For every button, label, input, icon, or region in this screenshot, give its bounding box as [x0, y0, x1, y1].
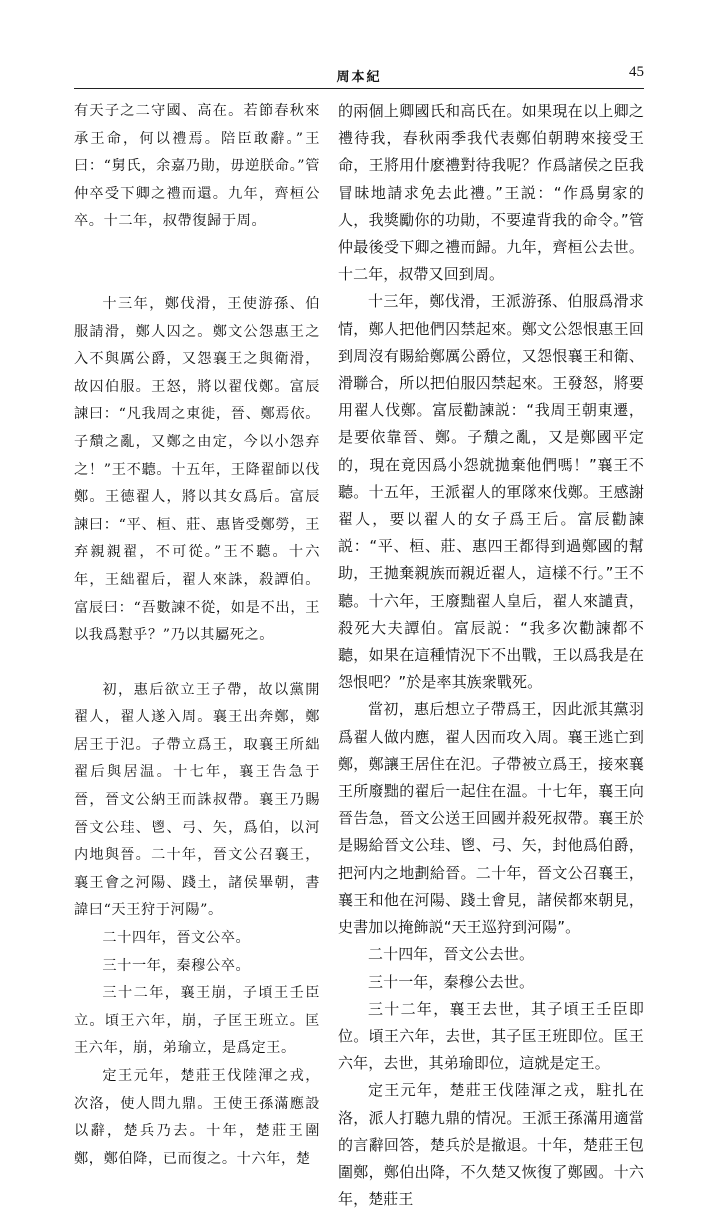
translation-paragraph: 當初，惠后想立子帶爲王，因此派其黨羽爲翟人做内應，翟人因而攻入周。襄王逃亡到鄭，鄭讓王居住在氾。子帶被立爲王，接來襄王所廢黜的翟后一起住在温。十七年，襄王向晉告急，晉文公送王回國并殺死叔帶。襄王於是賜給晉文公珪、鬯、弓、矢，封他爲伯爵，把河内之地劃給晉。二十年，晉文公召襄王，襄王和他在河陽、踐土會見，諸侯都來朝見，史書加以掩飾説“天王巡狩到河陽”。: [338, 700, 644, 937]
header-rule: [74, 88, 644, 89]
classical-paragraph: 初，惠后欲立王子帶，故以黨開翟人，翟人遂入周。襄王出奔鄭，鄭居王于氾。子帶立爲王，取襄王所絀翟后與居温。十七年，襄王告急于晉，晉文公納王而誅叔帶。襄王乃賜晉文公珪、鬯、弓、矢，爲伯，以河内地與晉。二十年，晉文公召襄王，襄王會之河陽、踐土，諸侯畢朝，書諱曰“天王狩于河陽”。: [74, 681, 320, 919]
translation-paragraph: 三十二年，襄王去世，其子頃王壬臣即位。頃王六年，去世，其子匡王班即位。匡王六年，去世，其弟瑜即位，這就是定王。: [338, 999, 644, 1073]
classical-text-column: [74, 98, 320, 1173]
translation-paragraph: 的兩個上卿國氏和高氏在。如果現在以上卿之禮待我，春秋兩季我代表鄭伯朝聘來接受王命，王將用什麽禮對待我呢？作爲諸侯之臣我冒昧地請求免去此禮。”王説：“作爲舅家的人，我獎勵你的功勛，不要違背我的命令。”管仲最後受下卿之禮而歸。九年，齊桓公去世。十二年，叔帶又回到周。: [338, 102, 644, 284]
running-title: 周本紀: [336, 70, 382, 85]
classical-paragraph: 有天子之二守國、高在。若節春秋來承王命，何以禮焉。陪臣敢辭。”王曰：“舅氏，余嘉乃勛，毋逆朕命。”管仲卒受下卿之禮而還。九年，齊桓公卒。十二年，叔帶復歸于周。: [74, 103, 320, 230]
page-header: [74, 62, 644, 88]
translation-paragraph: 二十四年，晉文公去世。: [368, 945, 535, 964]
classical-paragraph: 十三年，鄭伐滑，王使游孫、伯服請滑，鄭人囚之。鄭文公怨惠王之入不與厲公爵，又怨襄王之與衛滑，故囚伯服。王怒，將以翟伐鄭。富辰諫曰：“凡我周之東徙，晉、鄭焉依。子穨之亂，又鄭之由定，今以小怨弃之！”王不聽。十五年，王降翟師以伐鄭。王德翟人，將以其女爲后。富辰諫曰：“平、桓、莊、惠皆受鄭勞，王弃親親翟，不可從。”王不聽。十六年，王絀翟后，翟人來誅，殺譚伯。富辰曰：“吾數諫不從，如是不出，王以我爲懟乎？”乃以其屬死之。: [74, 295, 320, 644]
translation-paragraph: 定王元年，楚莊王伐陸渾之戎，駐扎在洛，派人打聽九鼎的情况。王派王孫滿用適當的言辭回答，楚兵於是撤退。十年，楚莊王包圍鄭，鄭伯出降，不久楚又恢復了鄭國。十六年，楚莊王: [338, 1081, 644, 1209]
translation-text-column: [338, 98, 644, 1213]
page-number: 45: [629, 64, 644, 80]
classical-paragraph: 三十二年，襄王崩，子頃王壬臣立。頃王六年，崩，子匡王班立。匡王六年，崩，弟瑜立，是爲定王。: [74, 985, 320, 1057]
classical-paragraph: 定王元年，楚莊王伐陸渾之戎，次洛，使人問九鼎。王使王孫滿應設以辭，楚兵乃去。十年，楚莊王圍鄭，鄭伯降，已而復之。十六年，楚: [74, 1068, 320, 1167]
classical-paragraph: 三十一年，秦穆公卒。: [102, 957, 251, 974]
translation-paragraph: 三十一年，秦穆公去世。: [368, 972, 535, 991]
classical-paragraph: 二十四年，晉文公卒。: [102, 930, 251, 947]
translation-paragraph: 十三年，鄭伐滑，王派游孫、伯服爲滑求情，鄭人把他們囚禁起來。鄭文公怨恨惠王回到周沒有賜給鄭厲公爵位，又怨恨襄王和衛、滑聯合，所以把伯服囚禁起來。王發怒，將要用翟人伐鄭。富辰勸諫説：“我周王朝東遷，是要依靠晉、鄭。子穨之亂，又是鄭國平定的，現在竟因爲小怨就拋棄他們嗎！”襄王不聽。十五年，王派翟人的軍隊來伐鄭。王感謝翟人，要以翟人的女子爲王后。富辰勸諫説：“平、桓、莊、惠四王都得到過鄭國的幫助，王拋棄親族而親近翟人，這樣不行。”王不聽。十六年，王廢黜翟人皇后，翟人來譴責，殺死大夫譚伯。富辰説：“我多次勸諫都不聽，如果在這種情況下不出戰，王以爲我是在怨恨吧？”於是率其族衆戰死。: [338, 292, 644, 692]
